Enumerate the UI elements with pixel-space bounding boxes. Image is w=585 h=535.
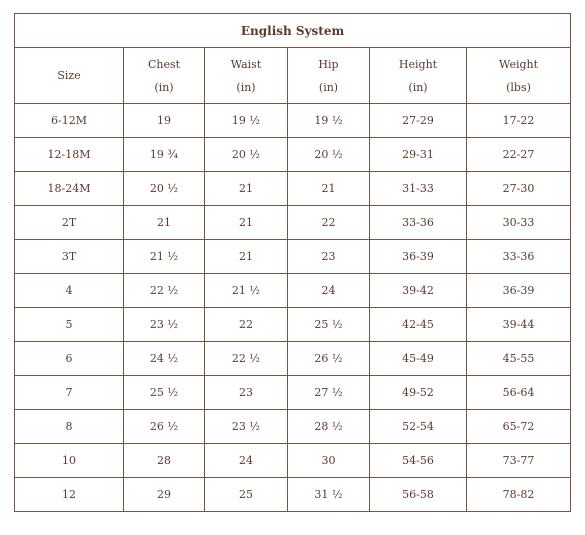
- column-header-unit: (in): [236, 80, 256, 94]
- table-cell: 23 ½: [205, 410, 288, 444]
- table-body: [15, 104, 571, 512]
- table-cell: 25 ½: [124, 376, 205, 410]
- table-cell: 28: [124, 444, 205, 478]
- table-cell: 27-30: [467, 172, 571, 206]
- table-cell: 39-44: [467, 308, 571, 342]
- column-header-unit: (in): [154, 80, 174, 94]
- table-cell: 24: [288, 274, 370, 308]
- table-cell: 23: [288, 240, 370, 274]
- table-cell: 20 ½: [288, 138, 370, 172]
- column-header: [15, 48, 124, 104]
- table-cell: 78-82: [467, 478, 571, 512]
- column-header: [288, 48, 370, 104]
- column-header-label: Height: [398, 57, 438, 71]
- table-row: [15, 478, 571, 512]
- table-title: English System: [15, 14, 571, 48]
- table-row: [15, 342, 571, 376]
- table-cell: 17-22: [467, 104, 571, 138]
- column-header: [467, 48, 571, 104]
- table-cell: 30-33: [467, 206, 571, 240]
- table-cell: 23: [205, 376, 288, 410]
- table-cell: 31 ½: [288, 478, 370, 512]
- table-cell: 22: [288, 206, 370, 240]
- table-cell: 24 ½: [124, 342, 205, 376]
- column-header: [205, 48, 288, 104]
- table-cell: 56-64: [467, 376, 571, 410]
- table-cell: 29-31: [370, 138, 467, 172]
- table-cell: 29: [124, 478, 205, 512]
- table-cell: 18-24M: [15, 172, 124, 206]
- table-cell: 42-45: [370, 308, 467, 342]
- table-cell: 4: [15, 274, 124, 308]
- table-cell: 36-39: [370, 240, 467, 274]
- table-cell: 25: [205, 478, 288, 512]
- table-cell: 6: [15, 342, 124, 376]
- column-header-unit: (lbs): [506, 80, 531, 94]
- table-cell: 26 ½: [124, 410, 205, 444]
- table-cell: 3T: [15, 240, 124, 274]
- table-cell: 22-27: [467, 138, 571, 172]
- table-row: [15, 138, 571, 172]
- table-cell: 56-58: [370, 478, 467, 512]
- table-cell: 27-29: [370, 104, 467, 138]
- table-cell: 33-36: [467, 240, 571, 274]
- table-cell: 45-49: [370, 342, 467, 376]
- table-cell: 65-72: [467, 410, 571, 444]
- column-header: [124, 48, 205, 104]
- table-row: [15, 376, 571, 410]
- column-header-label: Hip: [318, 57, 339, 71]
- table-cell: 30: [288, 444, 370, 478]
- table-cell: 8: [15, 410, 124, 444]
- column-header-label: Size: [57, 69, 81, 82]
- table-cell: 12-18M: [15, 138, 124, 172]
- table-cell: 10: [15, 444, 124, 478]
- table-row: [15, 444, 571, 478]
- table-cell: 45-55: [467, 342, 571, 376]
- table-cell: 19 ¾: [124, 138, 205, 172]
- table-cell: 19: [124, 104, 205, 138]
- table-cell: 28 ½: [288, 410, 370, 444]
- table-cell: 6-12M: [15, 104, 124, 138]
- table-cell: 19 ½: [205, 104, 288, 138]
- table-cell: 21: [124, 206, 205, 240]
- table-cell: 19 ½: [288, 104, 370, 138]
- table-cell: 21 ½: [124, 240, 205, 274]
- table-row: [15, 308, 571, 342]
- table-cell: 24: [205, 444, 288, 478]
- table-cell: 21: [205, 172, 288, 206]
- header-row: [15, 48, 571, 104]
- size-chart-table: [14, 13, 571, 512]
- table-row: [15, 104, 571, 138]
- table-row: [15, 172, 571, 206]
- table-cell: 39-42: [370, 274, 467, 308]
- table-cell: 26 ½: [288, 342, 370, 376]
- table-cell: 20 ½: [124, 172, 205, 206]
- column-header-unit: (in): [318, 80, 339, 94]
- table-cell: 2T: [15, 206, 124, 240]
- table-cell: 22 ½: [205, 342, 288, 376]
- table-cell: 25 ½: [288, 308, 370, 342]
- column-header: [370, 48, 467, 104]
- table-cell: 21: [205, 240, 288, 274]
- column-header-unit: (in): [408, 80, 428, 94]
- table-cell: 21: [205, 206, 288, 240]
- table-cell: 31-33: [370, 172, 467, 206]
- table-cell: 49-52: [370, 376, 467, 410]
- table-cell: 27 ½: [288, 376, 370, 410]
- table-row: [15, 274, 571, 308]
- table-cell: 52-54: [370, 410, 467, 444]
- table-cell: 36-39: [467, 274, 571, 308]
- table-cell: 12: [15, 478, 124, 512]
- column-header-label: Waist: [230, 57, 262, 71]
- table-cell: 54-56: [370, 444, 467, 478]
- table-row: [15, 206, 571, 240]
- table-cell: 21 ½: [205, 274, 288, 308]
- table-cell: 21: [288, 172, 370, 206]
- table-cell: 73-77: [467, 444, 571, 478]
- table-cell: 23 ½: [124, 308, 205, 342]
- table-row: [15, 410, 571, 444]
- table-cell: 7: [15, 376, 124, 410]
- table-cell: 22 ½: [124, 274, 205, 308]
- table-cell: 22: [205, 308, 288, 342]
- column-header-label: Chest: [147, 57, 181, 71]
- table-row: [15, 240, 571, 274]
- column-header-label: Weight: [499, 57, 539, 71]
- table-cell: 20 ½: [205, 138, 288, 172]
- table-cell: 5: [15, 308, 124, 342]
- table-cell: 33-36: [370, 206, 467, 240]
